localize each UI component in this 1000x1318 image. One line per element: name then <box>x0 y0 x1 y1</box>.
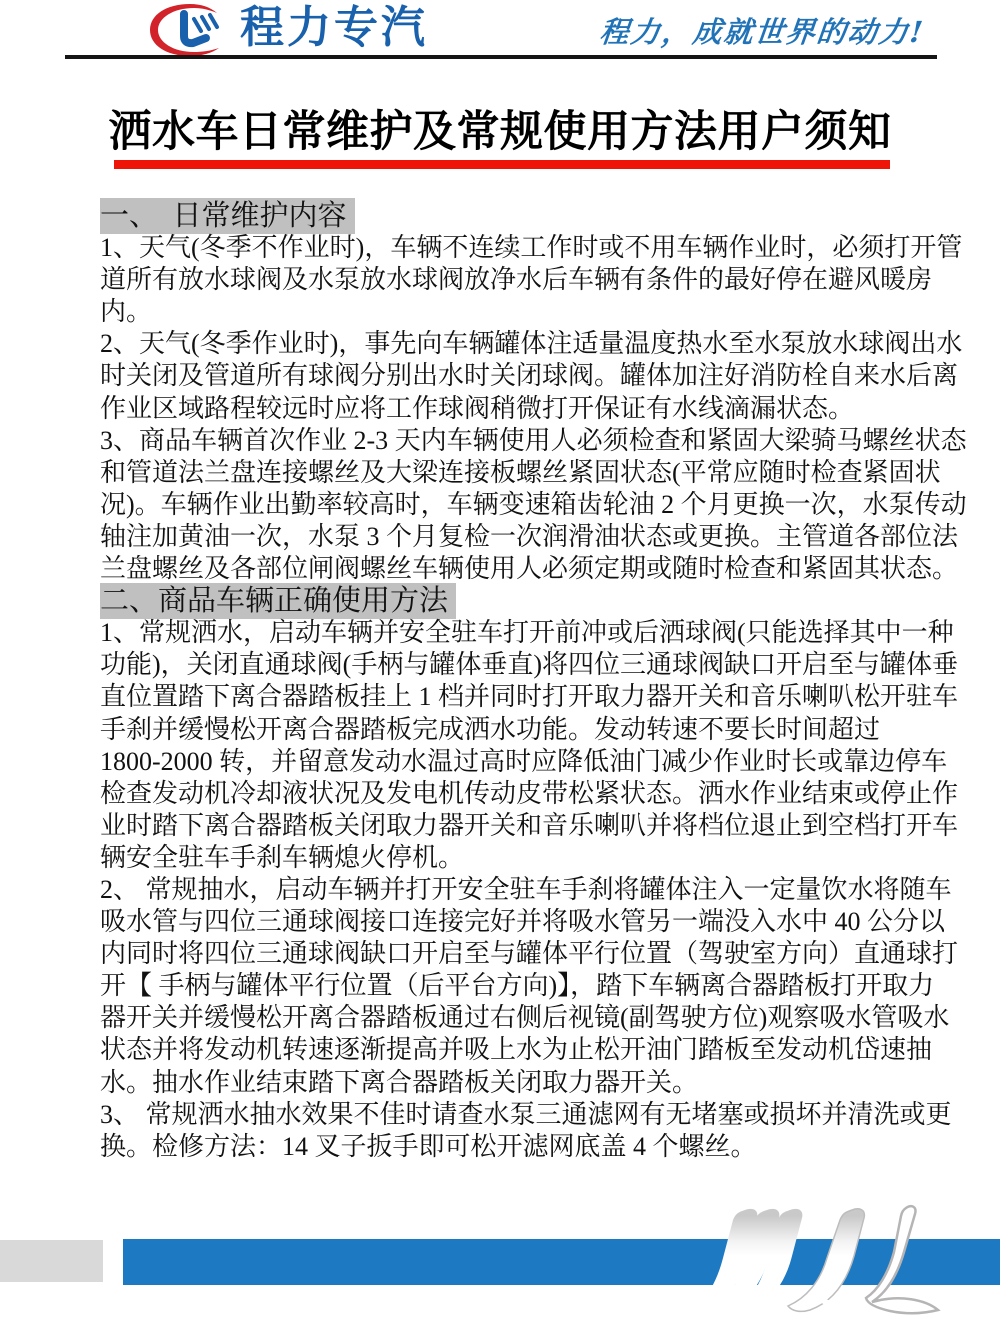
text-line: 内同时将四位三通球阀缺口开启至与罐体平行位置（驾驶室方向）直通球打 <box>100 939 959 969</box>
header-divider <box>65 55 937 59</box>
text-line: 换。检修方法：14 叉子扳手即可松开滤网底盖 4 个螺丝。 <box>100 1131 757 1161</box>
text-line: 道所有放水球阀及水泵放水球阀放净水后车辆有条件的最好停在避风暖房 <box>100 265 933 295</box>
text-line: 手刹并缓慢松开离合器踏板完成洒水功能。发动转速不要长时间超过 <box>100 714 881 744</box>
text-line: 检查发动机冷却液状况及发电机传动皮带松紧状态。洒水作业结束或停止作 <box>100 778 959 808</box>
text-line: 3、 常规洒水抽水效果不佳时请查水泵三通滤网有无堵塞或损坏并清洗或更 <box>100 1099 952 1129</box>
text-line: 辆安全驻车手刹车辆熄火停机。 <box>100 842 465 872</box>
text-line: 况)。车辆作业出勤率较高时，车辆变速箱齿轮油 2 个月更换一次，水泵传动 <box>100 489 967 519</box>
text-line: 2、 常规抽水，启动车辆并打开安全驻车手刹将罐体注入一定量饮水将随车 <box>100 874 952 904</box>
text-line: 2、天气(冬季作业时)，事先向车辆罐体注适量温度热水至水泵放水球阀出水 <box>100 329 963 359</box>
title-underline <box>114 160 890 169</box>
text-line: 状态并将发动机转速逐渐提高并吸上水为止松开油门踏板至发动机岱速抽 <box>100 1035 933 1065</box>
text-line: 1、常规洒水，启动车辆并安全驻车打开前冲或后洒球阀(只能选择其中一种 <box>100 618 954 648</box>
text-line: 水。抽水作业结束踏下离合器踏板关闭取力器开关。 <box>100 1067 699 1097</box>
text-line: 吸水管与四位三通球阀接口连接完好并将吸水管另一端没入水中 40 公分以 <box>100 907 946 937</box>
text-line: 1800-2000 转，并留意发动水温过高时应降低油门减少作业时长或靠边停车 <box>100 746 948 776</box>
text-line: 1、天气(冬季不作业时)，车辆不连续工作时或不用车辆作业时，必须打开管 <box>100 233 963 263</box>
section-heading: 一、 日常维护内容 <box>100 200 915 232</box>
text-line: 开【 手柄与罐体平行位置（后平台方向)】，踏下车辆离合器踏板打开取力 <box>100 971 935 1001</box>
text-line: 作业区域路程较远时应将工作球阀稍微打开保证有水线滴漏状态。 <box>100 393 855 423</box>
tire-track-graphic <box>700 1198 1000 1318</box>
page-title: 洒水车日常维护及常规使用方法用户须知 <box>108 108 892 156</box>
text-line: 兰盘螺丝及各部位闸阀螺丝车辆使用人必须定期或随时检查和紧固其状态。 <box>100 554 959 584</box>
text-line: 3、商品车辆首次作业 2-3 天内车辆使用人必须检查和紧固大梁骑马螺丝状态 <box>100 425 967 455</box>
text-line: 功能)，关闭直通球阀(手柄与罐体垂直)将四位三通球阀缺口开启至与罐体垂 <box>100 650 958 680</box>
chengli-logo-icon <box>144 2 236 58</box>
logo-text: 程力专汽 <box>240 3 428 52</box>
document-body <box>100 200 967 1163</box>
text-line: 器开关并缓慢松开离合器踏板通过右侧后视镜(副驾驶方位)观察吸水管吸水 <box>100 1003 950 1033</box>
footer-gray-block <box>0 1240 103 1282</box>
text-line: 轴注加黄油一次，水泵 3 个月复检一次润滑油状态或更换。主管道各部位法 <box>100 521 959 551</box>
section-heading: 二、商品车辆正确使用方法 <box>100 585 915 617</box>
header-slogan: 程力，成就世界的动力! <box>598 15 927 49</box>
text-line: 时关闭及管道所有球阀分别出水时关闭球阀。罐体加注好消防栓自来水后离 <box>100 361 959 391</box>
text-line: 业时踏下离合器踏板关闭取力器开关和音乐喇叭并将档位退止到空档打开车 <box>100 810 959 840</box>
text-line: 直位置踏下离合器踏板挂上 1 档并同时打开取力器开关和音乐喇叭松开驻车 <box>100 682 959 712</box>
text-line: 内。 <box>100 297 153 327</box>
text-line: 和管道法兰盘连接螺丝及大梁连接板螺丝紧固状态(平常应随时检查紧固状 <box>100 457 941 487</box>
